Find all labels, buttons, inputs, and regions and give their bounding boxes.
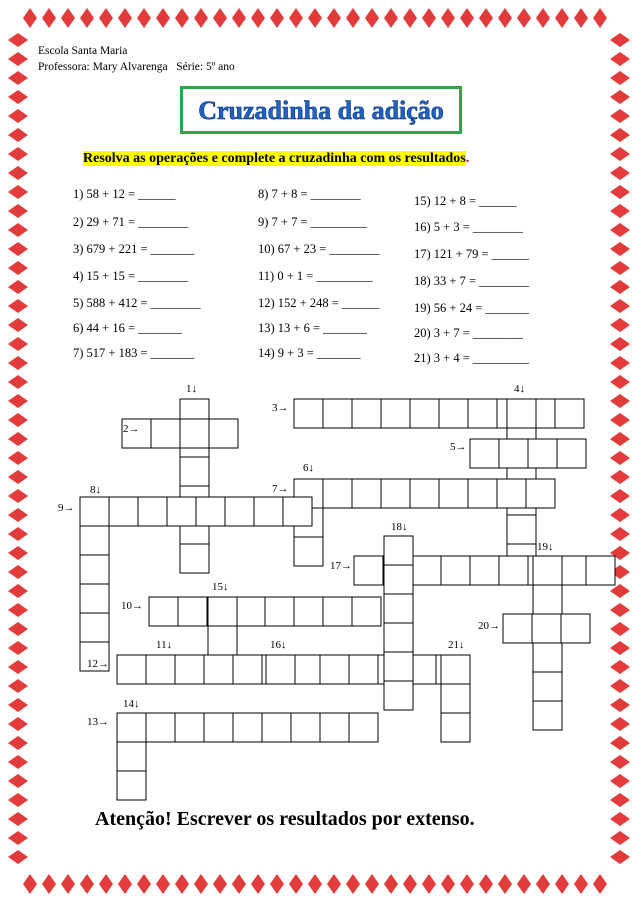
crossword-cell[interactable] <box>555 399 584 428</box>
crossword-cell[interactable] <box>533 585 562 614</box>
crossword-cell[interactable] <box>80 613 109 642</box>
operation-18: 18) 33 + 7 = ________ <box>414 274 530 288</box>
crossword-cell[interactable] <box>503 614 532 643</box>
crossword-cell[interactable] <box>209 419 238 448</box>
crossword-cell[interactable] <box>439 399 468 428</box>
crossword-cell[interactable] <box>320 713 349 742</box>
crossword-cell[interactable] <box>266 655 295 684</box>
crossword-cell[interactable] <box>204 713 233 742</box>
clue-label-4: 4↓ <box>514 383 525 395</box>
crossword-cell[interactable] <box>283 497 312 526</box>
crossword-cell[interactable] <box>497 479 526 508</box>
clue-label-5: 5→ <box>450 441 467 453</box>
crossword-cell[interactable] <box>352 399 381 428</box>
crossword-cell[interactable] <box>410 479 439 508</box>
operation-14: 14) 9 + 3 = _______ <box>258 346 361 360</box>
instruction-period: . <box>465 151 470 166</box>
crossword-cell[interactable] <box>507 515 536 544</box>
crossword-cell[interactable] <box>175 713 204 742</box>
crossword-cell[interactable] <box>533 556 562 585</box>
operation-4: 4) 15 + 15 = ________ <box>73 269 189 283</box>
crossword-cell[interactable] <box>146 713 175 742</box>
clue-label-19: 19↓ <box>537 541 554 553</box>
clue-label-20: 20→ <box>478 620 500 632</box>
crossword-cell[interactable] <box>294 597 323 626</box>
crossword-cell[interactable] <box>384 536 413 565</box>
crossword-cell[interactable] <box>180 419 209 448</box>
clue-label-11: 11↓ <box>156 639 173 651</box>
crossword-cell[interactable] <box>149 597 178 626</box>
crossword-cell[interactable] <box>323 399 352 428</box>
crossword-cell[interactable] <box>117 655 146 684</box>
crossword-cell[interactable] <box>138 497 167 526</box>
clue-label-15: 15↓ <box>212 581 229 593</box>
crossword-cell[interactable] <box>80 555 109 584</box>
crossword-cell[interactable] <box>412 556 441 585</box>
crossword-cell[interactable] <box>381 479 410 508</box>
crossword-cell[interactable] <box>526 479 555 508</box>
crossword-cell[interactable] <box>254 497 283 526</box>
crossword-cell[interactable] <box>441 556 470 585</box>
crossword-cell[interactable] <box>499 556 528 585</box>
crossword-cell[interactable] <box>586 556 615 585</box>
crossword-cell[interactable] <box>507 399 536 428</box>
crossword-cell[interactable] <box>499 439 528 468</box>
school-name: Escola Santa Maria <box>38 45 128 57</box>
crossword-cell[interactable] <box>410 399 439 428</box>
crossword-cell[interactable] <box>233 655 262 684</box>
crossword-cell[interactable] <box>236 597 265 626</box>
crossword-cell[interactable] <box>225 497 254 526</box>
crossword-cell[interactable] <box>528 439 557 468</box>
crossword-cell[interactable] <box>381 399 410 428</box>
page-title: Cruzadinha da adição <box>198 96 444 125</box>
crossword-cell[interactable] <box>533 672 562 701</box>
crossword-cell[interactable] <box>117 771 146 800</box>
crossword-cell[interactable] <box>441 684 470 713</box>
crossword-cell[interactable] <box>233 713 262 742</box>
clue-label-13: 13→ <box>87 716 109 728</box>
operation-20: 20) 3 + 7 = ________ <box>414 326 523 340</box>
crossword-cell[interactable] <box>441 713 470 742</box>
operation-1: 1) 58 + 12 = ______ <box>73 187 176 201</box>
operation-15: 15) 12 + 8 = ______ <box>414 194 517 208</box>
crossword-cell[interactable] <box>532 614 561 643</box>
crossword-cell[interactable] <box>294 399 323 428</box>
clue-label-21: 21↓ <box>448 639 465 651</box>
crossword-cell[interactable] <box>533 643 562 672</box>
operation-3: 3) 679 + 221 = _______ <box>73 242 195 256</box>
crossword-cell[interactable] <box>175 655 204 684</box>
crossword-cell[interactable] <box>80 584 109 613</box>
crossword-cell[interactable] <box>180 457 209 486</box>
crossword-cell[interactable] <box>151 419 180 448</box>
footer-note: Atenção! Escrever os resultados por extenso. <box>95 808 475 830</box>
crossword-cell[interactable] <box>262 713 291 742</box>
crossword-cell[interactable] <box>80 497 109 526</box>
crossword-cell[interactable] <box>384 681 413 710</box>
clue-label-16: 16↓ <box>270 639 287 651</box>
operation-5: 5) 588 + 412 = ________ <box>73 296 201 310</box>
crossword-cell[interactable] <box>320 655 349 684</box>
crossword-cell[interactable] <box>441 655 470 684</box>
crossword-cell[interactable] <box>533 701 562 730</box>
crossword-cell[interactable] <box>470 556 499 585</box>
crossword-cell[interactable] <box>323 597 352 626</box>
operation-10: 10) 67 + 23 = ________ <box>258 242 380 256</box>
clue-label-9: 9→ <box>58 502 75 514</box>
crossword-cell[interactable] <box>294 537 323 566</box>
operation-9: 9) 7 + 7 = _________ <box>258 215 367 229</box>
clue-label-12: 12→ <box>87 658 109 670</box>
crossword-cell[interactable] <box>557 439 586 468</box>
crossword-cell[interactable] <box>384 565 413 594</box>
crossword-cell[interactable] <box>117 742 146 771</box>
crossword-cell[interactable] <box>265 597 294 626</box>
crossword-cell[interactable] <box>178 597 207 626</box>
clue-label-3: 3→ <box>272 402 289 414</box>
operation-7: 7) 517 + 183 = _______ <box>73 346 195 360</box>
crossword-cell[interactable] <box>470 439 499 468</box>
crossword-cell[interactable] <box>109 497 138 526</box>
crossword-cell[interactable] <box>323 479 352 508</box>
crossword-cell[interactable] <box>146 655 175 684</box>
operation-12: 12) 152 + 248 = ______ <box>258 296 380 310</box>
operation-13: 13) 13 + 6 = _______ <box>258 321 367 335</box>
crossword-cell[interactable] <box>384 652 413 681</box>
instruction-text: Resolva as operações e complete a cruzadinha com os resultados <box>83 151 466 166</box>
crossword-cell[interactable] <box>204 655 233 684</box>
crossword-cell[interactable] <box>354 556 383 585</box>
crossword-cell[interactable] <box>468 479 497 508</box>
crossword-cell[interactable] <box>167 497 196 526</box>
crossword-cell[interactable] <box>349 655 378 684</box>
crossword-cell[interactable] <box>468 399 497 428</box>
crossword-cell[interactable] <box>117 713 146 742</box>
crossword-cell[interactable] <box>208 597 237 626</box>
teacher-line: Professora: Mary Alvarenga Série: 5º ano <box>38 61 235 73</box>
crossword-cell[interactable] <box>384 623 413 652</box>
clue-label-14: 14↓ <box>123 698 140 710</box>
clue-label-17: 17→ <box>330 560 352 572</box>
operation-11: 11) 0 + 1 = _________ <box>258 269 373 283</box>
clue-label-7: 7→ <box>272 483 289 495</box>
clue-label-2: 2→ <box>123 423 140 435</box>
operation-2: 2) 29 + 71 = ________ <box>73 215 189 229</box>
clue-label-1: 1↓ <box>186 383 197 395</box>
crossword-cell[interactable] <box>196 497 225 526</box>
operation-19: 19) 56 + 24 = _______ <box>414 301 530 315</box>
operation-6: 6) 44 + 16 = _______ <box>73 321 182 335</box>
crossword-cell[interactable] <box>439 479 468 508</box>
clue-label-18: 18↓ <box>391 521 408 533</box>
clue-label-8: 8↓ <box>90 484 101 496</box>
operation-8: 8) 7 + 8 = ________ <box>258 187 361 201</box>
operation-16: 16) 5 + 3 = ________ <box>414 220 523 234</box>
crossword-cell[interactable] <box>208 626 237 655</box>
crossword-cell[interactable] <box>180 544 209 573</box>
crossword-cell[interactable] <box>561 614 590 643</box>
clue-label-6: 6↓ <box>303 462 314 474</box>
crossword-cell[interactable] <box>352 597 381 626</box>
operation-17: 17) 121 + 79 = ______ <box>414 247 530 261</box>
crossword-cell[interactable] <box>352 479 381 508</box>
crossword-cell[interactable] <box>291 713 320 742</box>
clue-label-10: 10→ <box>121 600 143 612</box>
crossword-cell[interactable] <box>349 713 378 742</box>
crossword-cell[interactable] <box>384 594 413 623</box>
operation-21: 21) 3 + 4 = _________ <box>414 351 530 365</box>
crossword-cell[interactable] <box>80 526 109 555</box>
